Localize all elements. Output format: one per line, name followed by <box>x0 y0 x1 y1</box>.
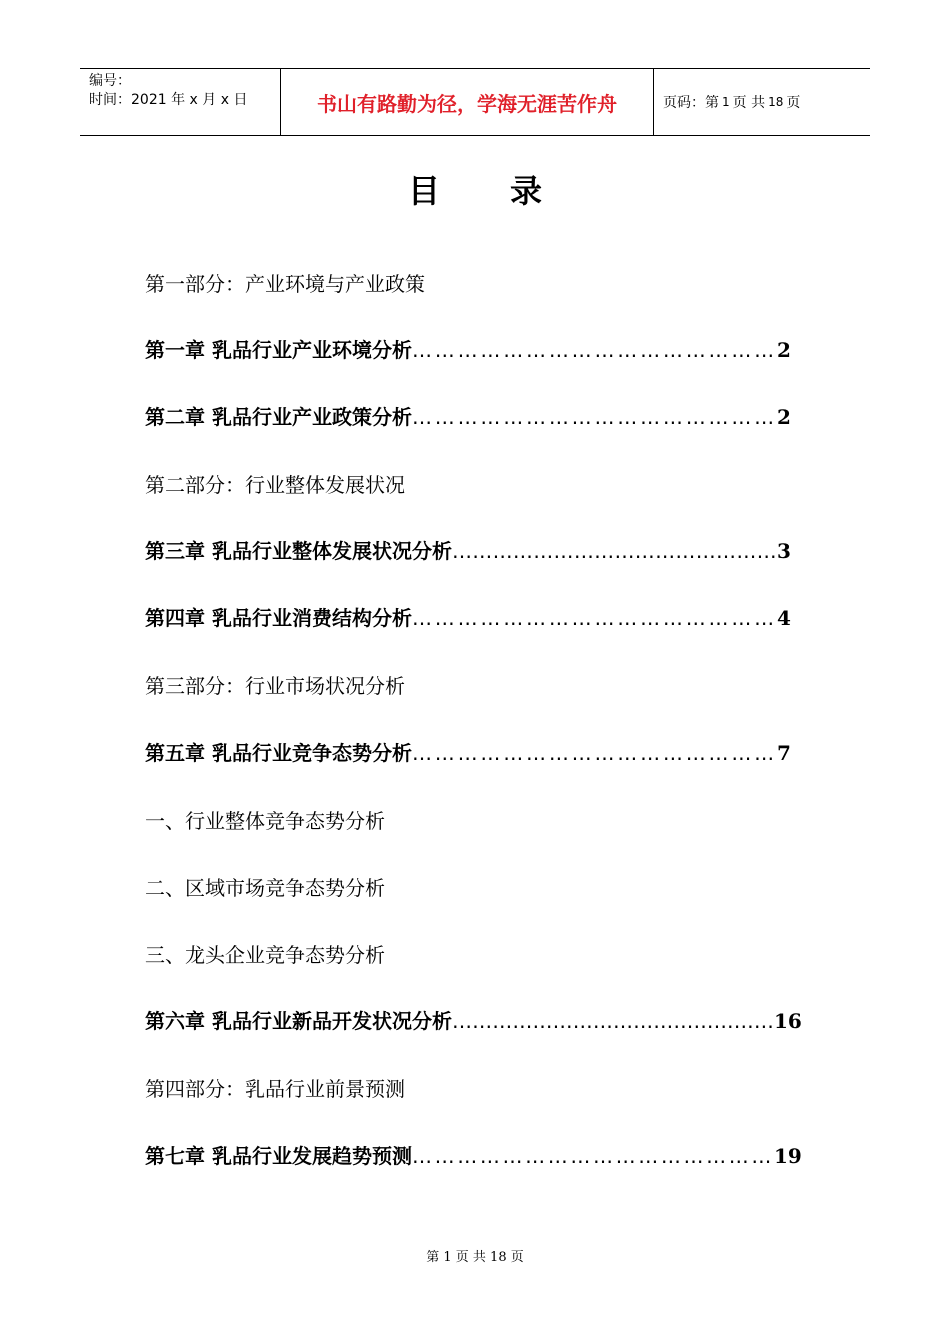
motto-text: 书山有路勤为径，学海无涯苦作舟 <box>317 91 617 116</box>
toc-part-heading[interactable]: 第三部分：行业市场状况分析 <box>145 674 405 698</box>
toc-entry[interactable]: 第六章 乳品行业新品开发状况分析…………………………………………16 <box>145 1009 802 1033</box>
page-number-cell <box>654 69 870 135</box>
toc-part-heading[interactable]: 第二部分：行业整体发展状况 <box>145 473 405 497</box>
page-mid: 页 共 <box>732 95 766 111</box>
document-header-table <box>80 68 870 136</box>
page-current: 1 <box>722 95 730 109</box>
toc-part-heading[interactable]: 第四部分：乳品行业前景预测 <box>145 1077 405 1101</box>
title-char-left: 目 <box>407 172 440 210</box>
page-total: 18 <box>768 95 784 109</box>
toc-entry[interactable]: 第四章 乳品行业消费结构分析…………………………………………4 <box>145 606 791 630</box>
page-footer: 第 1 页 共 18 页 <box>426 1250 524 1265</box>
motto-cell <box>281 69 654 135</box>
toc-section[interactable]: 一、行业整体竞争态势分析 <box>145 809 385 833</box>
toc-section[interactable]: 二、区域市场竞争态势分析 <box>145 876 385 900</box>
time-label: 时间：2021 年 x 月 x 日 <box>89 92 248 108</box>
toc-entry[interactable]: 第五章 乳品行业竞争态势分析…………………………………………7 <box>145 741 791 765</box>
serial-label: 编号： <box>89 73 131 89</box>
toc-entry[interactable]: 第二章 乳品行业产业政策分析…………………………………………2 <box>145 405 791 429</box>
title-char-right: 录 <box>510 172 543 210</box>
page-suffix: 页 <box>786 95 801 111</box>
toc-part-heading[interactable]: 第一部分：产业环境与产业政策 <box>145 272 425 296</box>
header-meta-cell <box>80 69 281 135</box>
page-title <box>0 166 950 212</box>
toc-entry[interactable]: 第一章 乳品行业产业环境分析…………………………………………2 <box>145 338 791 362</box>
toc-entry[interactable]: 第三章 乳品行业整体发展状况分析…………………………………………3 <box>145 539 791 563</box>
toc-entry[interactable]: 第七章 乳品行业发展趋势预测…………………………………………19 <box>145 1144 802 1168</box>
toc-section[interactable]: 三、龙头企业竞争态势分析 <box>145 943 385 967</box>
page-prefix: 页码：第 <box>663 95 719 111</box>
